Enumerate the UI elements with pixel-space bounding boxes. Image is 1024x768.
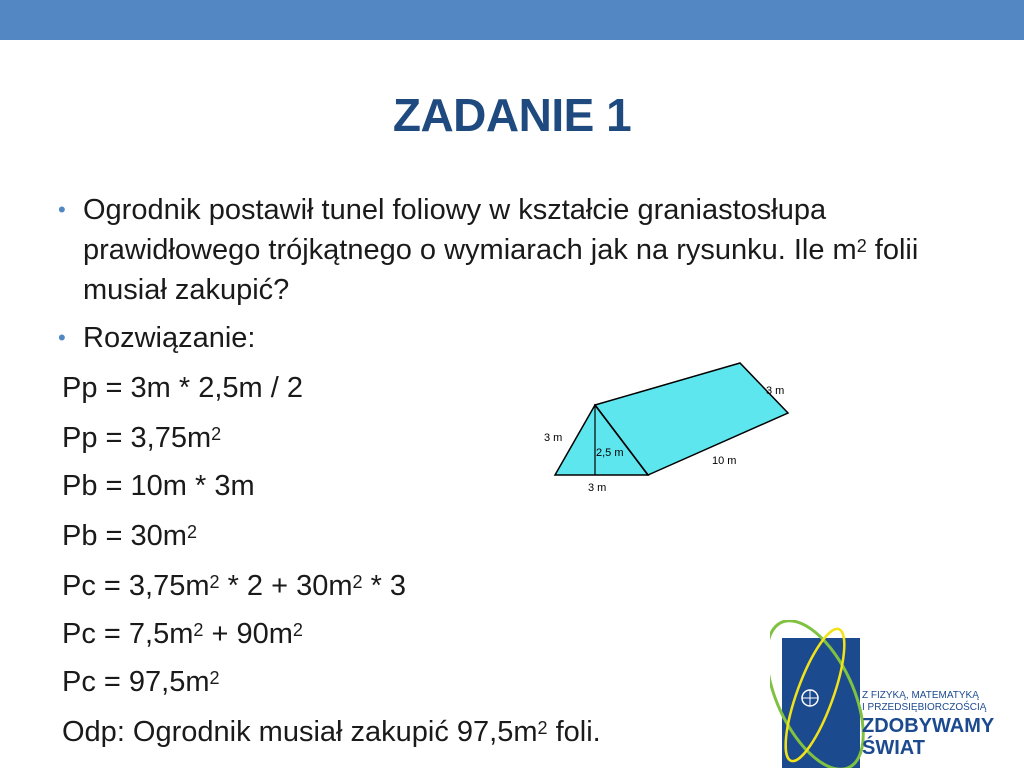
solution-line xyxy=(62,418,221,458)
solution-line xyxy=(62,516,197,556)
solution-line xyxy=(62,566,406,606)
task-sup: 2 xyxy=(856,236,867,256)
logo-line2: I PRZEDSIĘBIORCZOŚCIĄ xyxy=(862,702,987,713)
solution-line-sup: 2 xyxy=(209,668,220,688)
solution-line-sup: 2 xyxy=(537,718,548,738)
solution-line-sup2: 2 xyxy=(292,620,303,640)
solution-line-sup: 2 xyxy=(186,522,197,542)
solution-line-sup: 2 xyxy=(193,620,204,640)
bullet-dot-icon: • xyxy=(58,325,66,350)
solution-line-pre: Pb = 10m * 3m xyxy=(62,470,255,502)
logo-line3: ZDOBYWAMY xyxy=(862,715,995,737)
solution-line-pre: Pc = 3,75m xyxy=(62,570,210,602)
solution-line-pre: Pp = 3m * 2,5m / 2 xyxy=(62,372,303,404)
solution-line-pre: Pc = 97,5m xyxy=(62,666,210,698)
solution-line-mid: * 2 + 30m xyxy=(219,570,353,602)
task-text-tail: folii musiał zakupić? xyxy=(83,234,919,306)
label-height: 2,5 m xyxy=(596,447,624,459)
top-accent-bar xyxy=(0,0,1024,40)
prism-figure xyxy=(540,355,790,505)
task-text-main: Ogrodnik postawił tunel foliowy w kształcie graniastosłupa prawidłowego trójkątnego o wymiarach jak na rysunku. Ile m xyxy=(83,194,857,266)
solution-line xyxy=(62,614,303,654)
solution-line-post: * 3 xyxy=(362,570,407,602)
label-side-left: 3 m xyxy=(544,432,563,444)
label-length: 10 m xyxy=(712,455,737,467)
solution-line xyxy=(62,368,303,408)
solution-line-sup: 2 xyxy=(211,424,222,444)
project-logo xyxy=(770,620,1024,768)
solution-line-sup: 2 xyxy=(209,572,220,592)
solution-line-mid: + 90m xyxy=(203,618,293,650)
task-text xyxy=(83,190,973,310)
solution-line-sup2: 2 xyxy=(352,572,363,592)
solution-line-pre: Pp = 3,75m xyxy=(62,422,212,454)
label-base: 3 m xyxy=(588,482,607,494)
solution-line xyxy=(62,662,220,702)
solution-line-mid: foli. xyxy=(547,716,601,748)
solution-line xyxy=(62,712,601,752)
slide-title: ZADANIE 1 xyxy=(392,89,632,141)
solution-line-pre: Pb = 30m xyxy=(62,520,187,552)
solution-label: Rozwiązanie: xyxy=(83,322,256,354)
solution-line-pre: Pc = 7,5m xyxy=(62,618,194,650)
solution-line-pre: Odp: Ogrodnik musiał zakupić 97,5m xyxy=(62,716,538,748)
logo-line4: ŚWIAT xyxy=(862,737,925,759)
solution-line xyxy=(62,466,255,506)
label-top-edge: 3 m xyxy=(766,385,785,397)
logo-line1: Z FIZYKĄ, MATEMATYKĄ xyxy=(862,690,979,701)
bullet-dot-icon: • xyxy=(58,197,66,222)
